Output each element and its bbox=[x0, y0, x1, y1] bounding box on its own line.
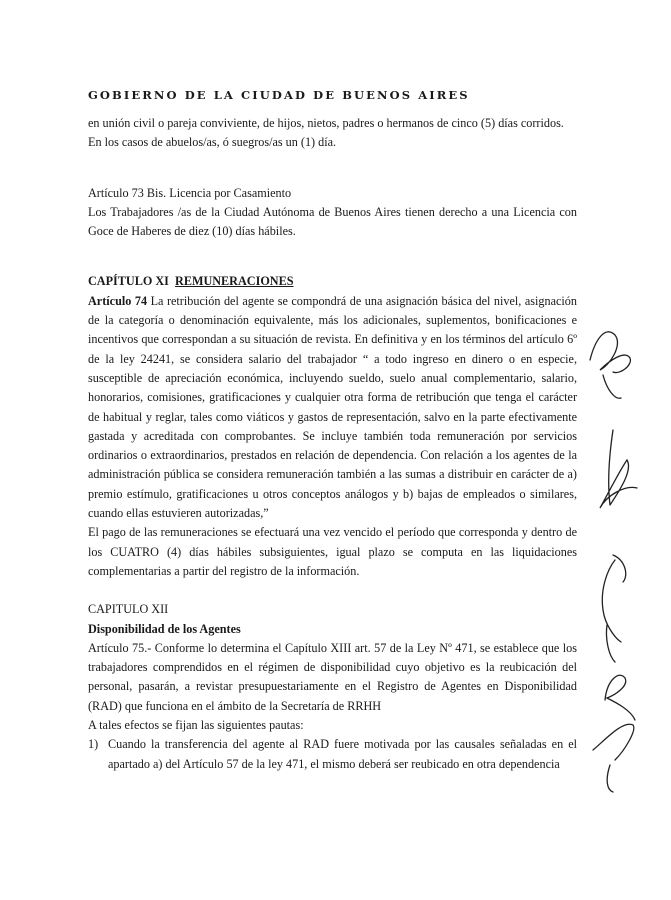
chapter-xi-heading bbox=[88, 272, 577, 291]
chapter-xi-title: REMUNERACIONES bbox=[175, 274, 294, 289]
list-item-text: Cuando la transferencia del agente al RAD fuere motivada por las causales señaladas en el apartado a) del Artículo 57 de la ley 471, el mismo deberá ser reubicado en otra dependencia bbox=[108, 737, 577, 771]
signature-scribbles-icon bbox=[585, 320, 645, 800]
document-body bbox=[88, 114, 577, 774]
list-item-number: 1) bbox=[88, 737, 99, 752]
article-73-bis-text: Los Trabajadores /as de la Ciudad Autónoma de Buenos Aires tienen derecho a una Licencia con Goce de Haberes de diez (10) días hábiles. bbox=[88, 204, 577, 239]
pautas-list bbox=[88, 735, 577, 774]
continuation-line-1: en unión civil o pareja conviviente, de hijos, nietos, padres o hermanos de cinco (5) días corridos. bbox=[88, 116, 564, 130]
chapter-xii-label: CAPITULO XII bbox=[88, 602, 169, 617]
article-75-text: Artículo 75.- Conforme lo determina el Capítulo XIII art. 57 de la Ley Nº 471, se establece que los trabajadores comprendidos en el régimen de disponibilidad cuyo objetivo es la reubicación del personal, pasarán, a revistar presupuestariamente en el Registro de Agentes en Disponibilidad (RAD) que funciona en el ámbito de la Secretaría de RRHH bbox=[88, 640, 577, 713]
chapter-xi-label: CAPÍTULO XI bbox=[88, 274, 169, 289]
pautas-intro: A tales efectos se fijan las siguientes pautas: bbox=[88, 718, 304, 733]
list-item bbox=[88, 735, 577, 774]
continuation-line-2: En los casos de abuelos/as, ó suegros/as un (1) día. bbox=[88, 135, 337, 150]
article-74-paragraph bbox=[88, 292, 577, 524]
article-74-text: La retribución del agente se compondrá de una asignación básica del nivel, asignación de la categoría o denominación equivalente, más los adicionales, suplementos, bonificaciones e incentivos que correspondan a su situación de revista. En definitiva y en los términos del artículo 6º de la ley 24241, se considera salario del trabajador “ a todo ingreso en dinero o en especie, susceptible de apreciación económica, incluyendo sueldo, suelo anual complementario, salario, honorarios, comisiones, gratificaciones y cualquier otra forma de retribución que tenga el carácter de habitual y reglar, tales como viáticos y gastos de representación, salvo en la parte efectivamente gastada y acreditada con comprobantes. Se incluye también toda remuneración por servicios ordinarios o extraordinarios, prestados en relación de dependencia. Con relación a los agentes de la administración pública se considera remuneración también a las sumas a distribuir en carácter de a) premio estímulo, gratificaciones u otros conceptos análogos y b) bajas de empleados o similares, cuando ellas estuvieren autorizadas,” bbox=[88, 293, 577, 521]
chapter-xii-title: Disponibilidad de los Agentes bbox=[88, 621, 241, 636]
page-header: GOBIERNO DE LA CIUDAD DE BUENOS AIRES bbox=[88, 88, 470, 102]
payment-paragraph: El pago de las remuneraciones se efectuará una vez vencido el período que corresponda y dentro de los CUATRO (4) días hábiles subsiguientes, igual plazo se computa en las liquidaciones complementarias a partir del registro de la información. bbox=[88, 525, 577, 578]
article-74-label: Artículo 74 bbox=[88, 293, 148, 308]
margin-signatures bbox=[585, 320, 645, 800]
article-73-bis-title: Artículo 73 Bis. Licencia por Casamiento bbox=[88, 185, 292, 200]
